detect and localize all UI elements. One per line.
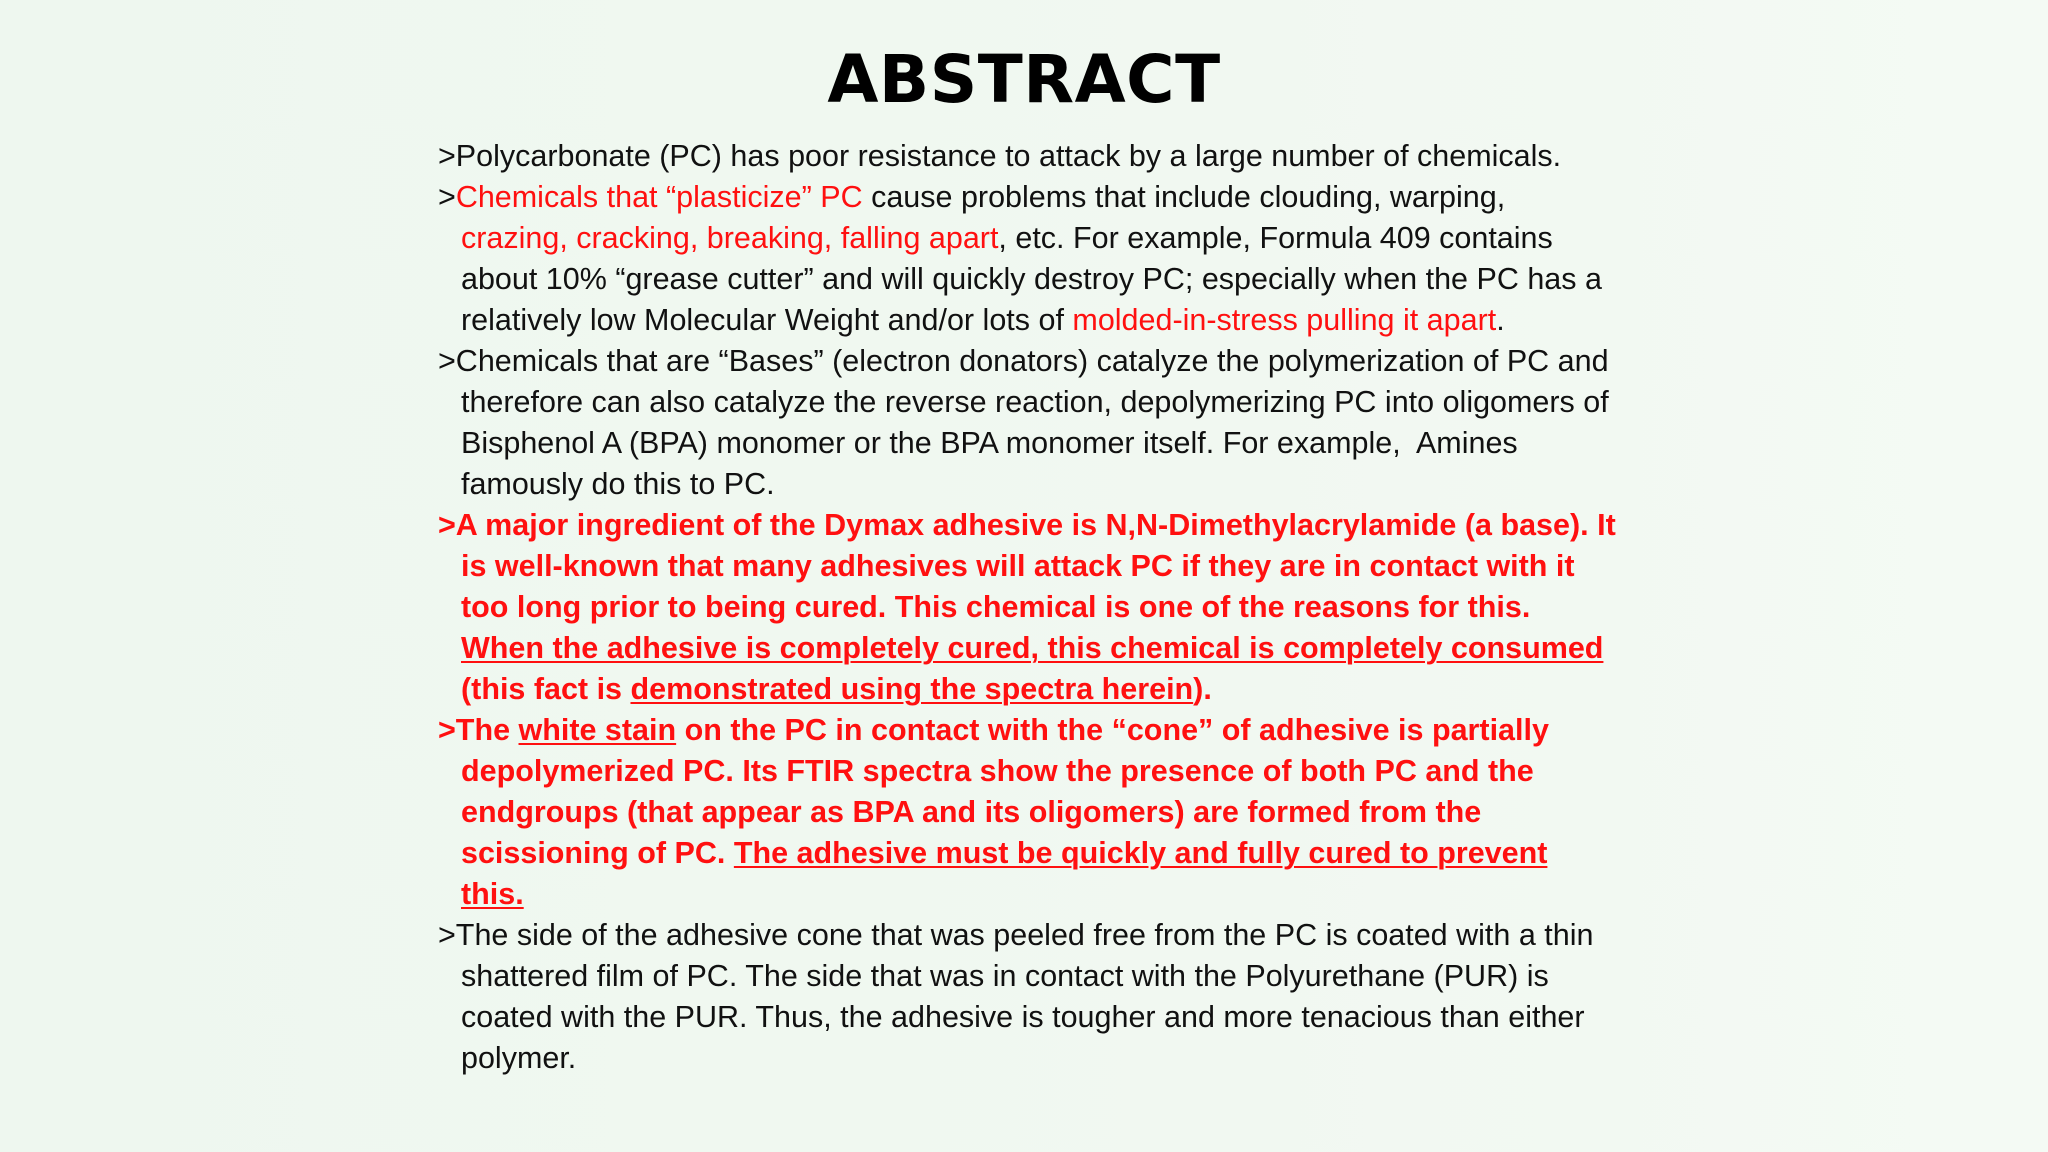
underlined-fully-consumed: When the adhesive is completely cured, this chemical is completely consumed [461,631,1604,665]
slide-title: ABSTRACT [827,41,1221,118]
paragraph-pc-resistance [438,136,1618,177]
paragraph-text: cause problems that include clouding, warping, [862,180,1506,214]
paragraph-text: , etc. For example, Formula 409 contains about 10% “grease cutter” and will quickly destroy PC; especially when the PC has a relatively low Molecular Weight and/or lots of [461,221,1602,337]
paragraph-plasticize [438,177,1618,341]
highlight-failure-modes: crazing, cracking, breaking, falling apart [461,221,999,255]
highlight-plasticize: Chemicals that “plasticize” PC [455,180,863,214]
paragraph-adhesive-cone [438,915,1618,1079]
paragraph-text: . [1496,303,1505,337]
paragraph-text: >A major ingredient of the Dymax adhesive is N,N-Dimethylacrylamide (a base). It is well-known that many adhesives will attack PC if they are in contact with it too long prior to being cured. This chemical is one of the reasons for this. [438,508,1616,624]
abstract-body [438,136,1618,1079]
bullet-marker: > [438,180,456,214]
paragraph-text: >The [438,713,519,747]
underlined-white-stain: white stain [518,713,677,747]
underlined-cure-warning: The adhesive must be quickly and fully cured to prevent this. [461,836,1548,911]
paragraph-white-stain [438,710,1618,915]
paragraph-dymax [438,505,1618,710]
paragraph-text: ). [1193,672,1212,706]
underlined-spectra-herein: demonstrated using the spectra herein [630,672,1194,706]
paragraph-text: >The side of the adhesive cone that was peeled free from the PC is coated with a thin shattered film of PC. The side that was in contact with the Polyurethane (PUR) is coated with the PUR. Thus, the adhesive is tougher and more tenacious than either polymer. [438,918,1594,1075]
paragraph-text: (this fact is [461,672,631,706]
paragraph-bases [438,341,1618,505]
paragraph-text: on the PC in contact with the “cone” of adhesive is partially depolymerized PC. Its FTIR spectra show the presence of both PC and the endgroups (that appear as BPA and its oligomers) are formed from the scissioning of PC. [461,713,1549,870]
highlight-molded-in-stress: molded-in-stress pulling it apart [1072,303,1497,337]
paragraph-text: >Polycarbonate (PC) has poor resistance to attack by a large number of chemicals. [438,139,1562,173]
paragraph-text: >Chemicals that are “Bases” (electron donators) catalyze the polymerization of PC and therefore can also catalyze the reverse reaction, depolymerizing PC into oligomers of Bisphenol A (BPA) monomer or the BPA monomer itself. For example, Amines famously do this to PC. [438,344,1609,501]
